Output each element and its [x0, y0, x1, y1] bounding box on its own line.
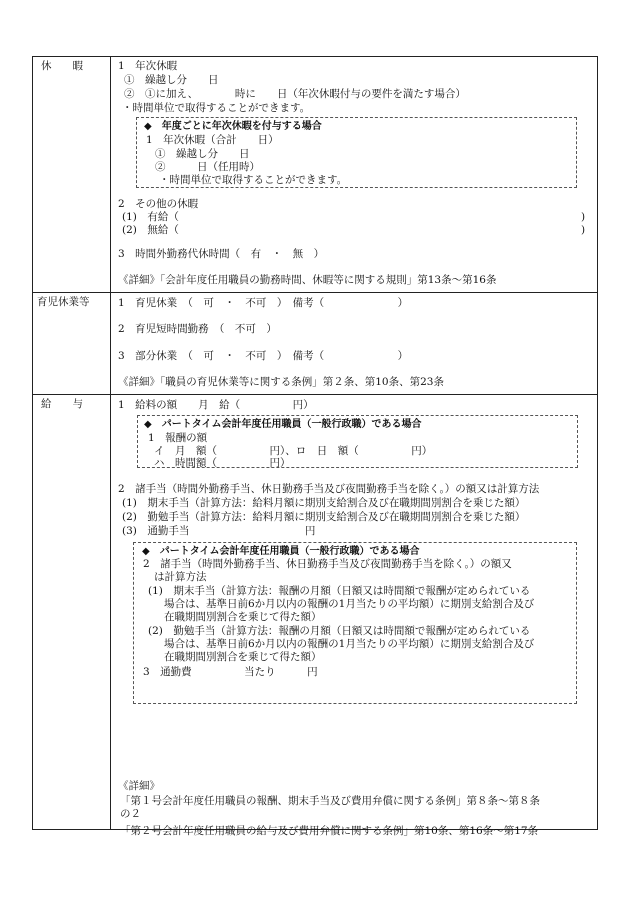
salary-detail-reference-2: 「第２号会計年度任用職員の給与及び費用弁償に関する条例」第10条、第16条～第17条 [120, 825, 539, 837]
commuting-allowance: (3) 通勤手当 円 [122, 525, 316, 537]
leave-detail-reference: 《詳細》「会計年度任用職員の勤務時間、休暇等に関する規則」第13条～第16条 [118, 274, 497, 286]
other-leave-heading: 2 その他の休暇 [118, 198, 199, 210]
pt-commuting-expense: 3 通勤費 当たり 円 [143, 666, 318, 678]
annual-grant-carryover: ① 繰越し分 日 [155, 148, 250, 160]
childcare-content [111, 293, 597, 394]
annual-grant-appointment: ② 日（任用時） [155, 161, 260, 173]
leave-label: 休 暇 [41, 60, 83, 72]
diligence-allowance: (2) 勤勉手当（計算方法：給料月額に期別支給割合及び在職期間別割合を乗じた額） [122, 511, 526, 523]
leave-content [111, 57, 597, 292]
row-leave [33, 57, 597, 293]
term-end-allowance: (1) 期末手当（計算方法：給料月額に期別支給割合及び在職期間別割合を乗じた額） [122, 497, 526, 509]
row-label-salary [33, 395, 111, 829]
unpaid-leave: (2) 無給（ [122, 224, 179, 236]
hourly-pay: ハ 時間額（ 円） [154, 457, 291, 469]
short-time-work: 2 育児短時間勤務 （ 不可 ） [118, 323, 277, 335]
salary-detail-reference-1-cont: の２ [120, 808, 141, 820]
childcare-label: 育児休業等 [37, 296, 90, 308]
partial-leave: 3 部分休業 （ 可 ・ 不可 ） 備考（ ） [118, 350, 409, 362]
annual-grant-hourly-note: ・時間単位で取得することができます。 [159, 174, 348, 186]
hourly-note: ・時間単位で取得することができます。 [122, 102, 311, 114]
paid-leave-close: ) [581, 211, 586, 223]
salary-detail-reference-1: 「第１号会計年度任用職員の報酬、期末手当及び費用弁償に関する条例」第８条～第８条 [120, 795, 540, 807]
row-label-leave [33, 57, 111, 292]
annual-grant-box-title: ◆ 年度ごとに年次休暇を付与する場合 [144, 121, 322, 132]
pay-amount-heading: 1 報酬の額 [148, 432, 208, 444]
row-salary [33, 395, 597, 837]
part-time-allowance-title: ◆ パートタイム会計年度任用職員（一般行政職）である場合 [142, 546, 420, 557]
employment-conditions-table [32, 56, 598, 837]
pt-diligence-allowance-cont2: 在職期間別割合を乗じて得た額） [164, 651, 322, 663]
allowances-heading: 2 諸手当（時間外勤務手当、休日勤務手当及び夜間勤務手当を除く。）の額又は計算方法 [118, 483, 540, 495]
pt-term-end-allowance-cont1: 場合は、基準日前6か月以内の報酬の1月当たりの平均額）に期別支給割合及び [164, 598, 535, 610]
salary-label: 給 与 [41, 398, 83, 410]
pt-diligence-allowance: (2) 勤勉手当（計算方法：報酬の月額（日額又は時間額で報酬が定められている [148, 625, 531, 637]
part-time-allowance-box [133, 542, 577, 704]
pt-allowances-heading-cont: は計算方法 [154, 571, 207, 583]
part-time-pay-title: ◆ パートタイム会計年度任用職員（一般行政職）である場合 [144, 419, 422, 430]
annual-leave-heading: 1 年次休暇 [118, 60, 178, 72]
monthly-daily-pay: イ 月 額（ 円）、ロ 日 額（ 円） [154, 445, 433, 457]
annual-grant-total: 1 年次休暇（合計 日） [146, 134, 279, 146]
pt-term-end-allowance-cont2: 在職期間別割合を乗じて得た額） [164, 611, 322, 623]
base-salary: 1 給料の額 月 給（ 円） [118, 399, 314, 411]
part-time-pay-box [137, 415, 578, 468]
annual-grant-box [136, 117, 577, 188]
row-label-childcare [33, 293, 111, 394]
salary-content [111, 395, 597, 837]
unpaid-leave-close: ) [581, 224, 586, 236]
pt-term-end-allowance: (1) 期末手当（計算方法：報酬の月額（日額又は時間額で報酬が定められている [148, 585, 531, 597]
pt-diligence-allowance-cont1: 場合は、基準日前6か月以内の報酬の1月当たりの平均額）に期別支給割合及び [164, 638, 535, 650]
compensatory-leave: 3 時間外勤務代休時間（ 有 ・ 無 ） [118, 248, 325, 260]
additional-days: ② ①に加え、 時に 日（年次休暇付与の要件を満たす場合） [124, 88, 466, 100]
carryover-days: ① 繰越し分 日 [124, 74, 219, 86]
childcare-leave: 1 育児休業 （ 可 ・ 不可 ） 備考（ ） [118, 297, 409, 309]
row-childcare [33, 293, 597, 395]
pt-allowances-heading: 2 諸手当（時間外勤務手当、休日勤務手当及び夜間勤務手当を除く。）の額又 [143, 558, 512, 570]
salary-detail-label: 《詳細》 [118, 780, 160, 792]
childcare-detail-reference: 《詳細》「職員の育児休業等に関する条例」第２条、第10条、第23条 [118, 376, 444, 388]
paid-leave: (1) 有給（ [122, 211, 179, 223]
